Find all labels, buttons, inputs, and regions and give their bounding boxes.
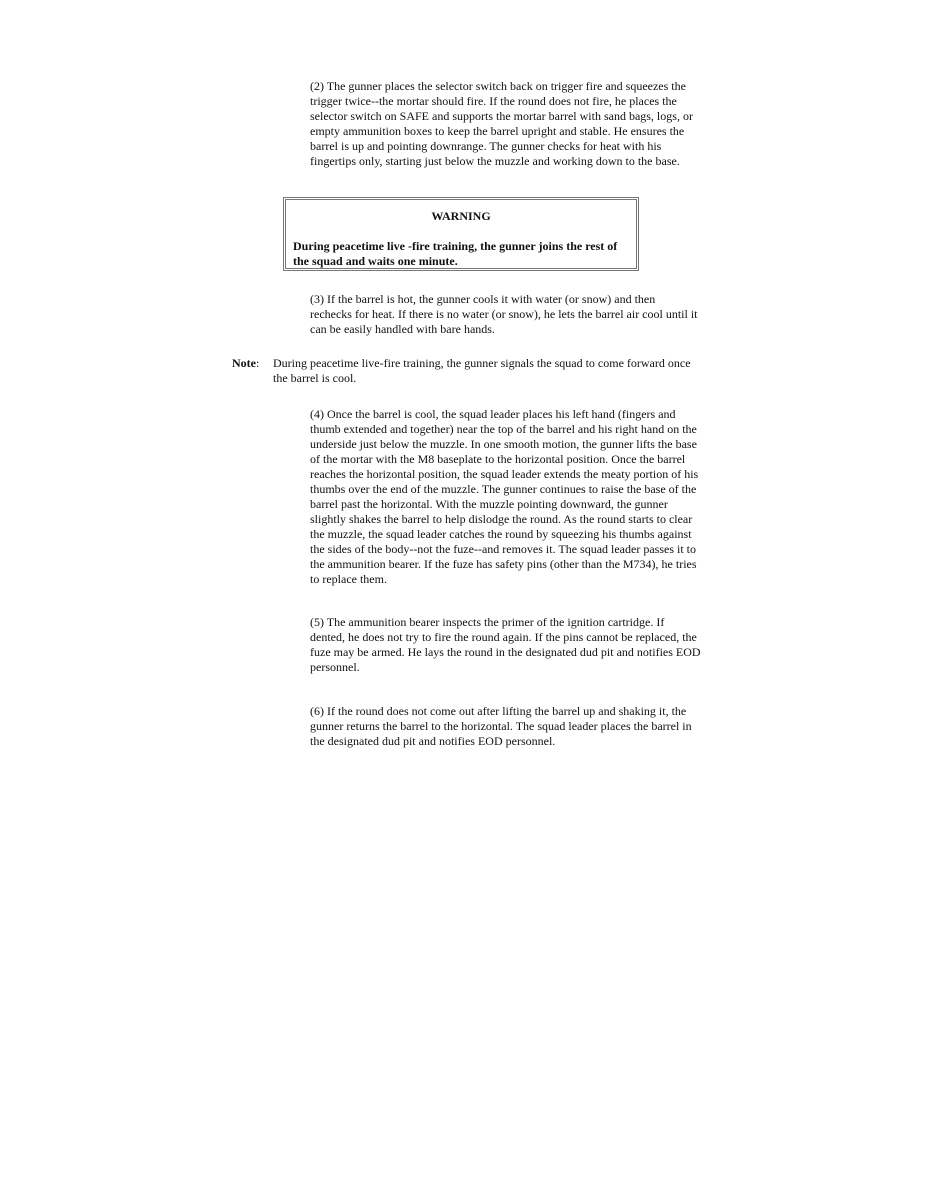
paragraph-5: (5) The ammunition bearer inspects the primer of the ignition cartridge. If dented, he does not try to fire the round again. If the pins cannot be replaced, the fuze may be armed. He lays the round in the designated dud pit and notifies EOD personnel. — [310, 615, 701, 674]
note-colon: : — [256, 356, 260, 370]
paragraph-4: (4) Once the barrel is cool, the squad leader places his left hand (fingers and thumb extended and together) near the top of the barrel and his right hand on the underside just below the muzzle. In one smooth motion, the gunner lifts the base of the mortar with the M8 baseplate to the horizontal position. Once the barrel reaches the horizontal position, the squad leader extends the meaty portion of his thumbs over the end of the muzzle. The gunner continues to raise the base of the barrel past the horizontal. With the muzzle pointing downward, the gunner slightly shakes the barrel to help dislodge the round. As the round starts to clear the muzzle, the squad leader catches the round by squeezing his thumbs against the sides of the body--not the fuze--and removes it. The squad leader passes it to the ammunition bearer. If the fuze has safety pins (other than the M734), he tries to replace them. — [310, 407, 699, 586]
paragraph-3: (3) If the barrel is hot, the gunner cools it with water (or snow) and then rechecks for heat. If there is no water (or snow), he lets the barrel air cool until it can be easily handled with bare hands. — [310, 292, 698, 336]
warning-title: WARNING — [431, 209, 491, 223]
note-body: During peacetime live-fire training, the gunner signals the squad to come forward once the barrel is cool. — [273, 356, 691, 385]
paragraph-2: (2) The gunner places the selector switch back on trigger fire and squeezes the trigger twice--the mortar should fire. If the round does not fire, he places the selector switch on SAFE and supports the mortar barrel with sand bags, logs, or empty ammunition boxes to keep the barrel upright and stable. He ensures the barrel is up and pointing downrange. The gunner checks for heat with his fingertips only, starting just below the muzzle and working down to the base. — [310, 79, 693, 168]
warning-body: During peacetime live -fire training, the gunner joins the rest of the squad and waits one minute. — [293, 239, 618, 268]
warning-box — [283, 197, 639, 271]
paragraph-6: (6) If the round does not come out after lifting the barrel up and shaking it, the gunner returns the barrel to the horizontal. The squad leader places the barrel in the designated dud pit and notifies EOD personnel. — [310, 704, 692, 748]
note-label — [232, 356, 259, 371]
note-label-text: Note — [232, 356, 256, 370]
